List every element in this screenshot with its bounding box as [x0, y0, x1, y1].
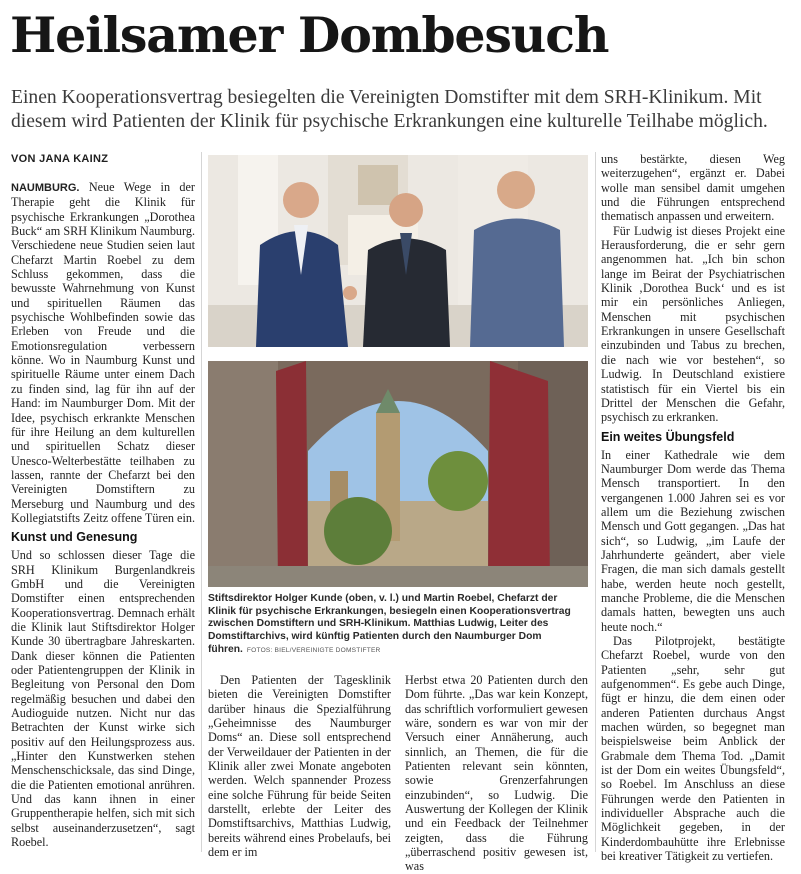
body-paragraph: Herbst etwa 20 Patienten durch den Dom führte. „Das war kein Konzept, das schriftlich vorformuliert gewesen wäre, sondern es war von mir der Versuch einer Annäherung, auch sinnlich, an Themen, die für die Patienten relevant sein könnten, sowie Grenzerfahrungen einzubinden“, so Ludwig. Die Auswertung der Kollegen der Klinik und ein Feedback der Teilnehmer zeigten, dass die Führung „überraschend positiv gewesen ist, was — [405, 673, 588, 874]
caption-text: Stiftsdirektor Holger Kunde (oben, v. l.) und Martin Roebel, Chefarzt der Klinik für psychische Erkrankungen, besiegeln einen Kooperationsvertrag zwischen Domstiftern und SRH-Klinikum. Matthias Ludwig, Leiter des Domstiftarchivs, wird künftig Patienten durch den Naumburger Dom führen. — [208, 593, 571, 655]
body-paragraph: In einer Kathedrale wie dem Naumburger Dom werde das Thema Mensch transportiert. In den vergangenen 1.000 Jahren sei es vor allem um die Beziehung zwischen Mensch und Gott gegangen. „Das hat sich“, so Ludwig, „im Laufe der Jahrhunderte geändert, aber viele Fragen, die man sich damals gestellt habe, werden heute noch gestellt, manche Probleme, die die Menschen damals hatten, bewegten uns auch heute noch.“ — [601, 447, 785, 634]
photo-contract-signing-image — [208, 155, 588, 347]
article-column-2 — [208, 673, 391, 859]
article-column-1 — [11, 180, 195, 849]
body-paragraph: Und so schlossen dieser Tage die SRH Klinikum Burgenlandkreis GmbH und die Vereinigten Domstifter einen entsprechenden Kooperationsvertrag. Demnach erhält die Klinik laut Stiftsdirektor Holger Kunde 30 übertragbare Jahreskarten. Dank dieser können die Patienten oder Patientengruppen der Klinik in Begleitung von Personal den Dom regelmäßig besuchen und dabei den Audioguide nutzen. Nicht nur das Betrachten der Kunst wirke sich positiv auf den Heilungsprozess aus. „Hinter den Kunstwerken stehen Menschenschicksale, das sind Dinge, die die Patienten emotional anrühren. Und das kann ihnen in einer Gruppentherapie helfen, sich mit sich selbst auseinanderzusetzen“, sagt Roebel. — [11, 548, 195, 850]
photo-cathedral-gate-image — [208, 361, 588, 587]
article-column-3 — [405, 673, 588, 874]
column-rule — [595, 152, 596, 852]
photo-contract-signing — [208, 155, 588, 347]
column-rule — [201, 152, 202, 852]
section-heading: Ein weites Übungsfeld — [601, 429, 735, 444]
section-heading: Kunst und Genesung — [11, 530, 138, 545]
body-paragraph: Neue Wege in der Therapie geht die Klinik für psychische Erkrankungen „Dorothea Buck“ am SRH Klinikum Naumburg. Verschiedene neue Studien seien laut Chefarzt Martin Roebel zu dem Schluss gekommen, dass die bewusste Wahrnehmung von Kunst und spirituellen Räumen das psychische Wohlbefinden sowie das Erleben von Freude und die Emotionsregulation verbessern könne. Wo in Naumburg Kunst und spirituelle Räume unter einem Dach zu finden sind, lag für ihn auf der Hand: im Naumburger Dom. Mit der Idee, psychisch erkrankte Menschen für ihre Heilung an dem kulturellen und spirituellen Schatz dieser Unesco-Welterbestätte teilhaben zu lassen, rannte der Chefarzt bei den Vereinigten Domstiftern zu Merseburg und Naumburg und des Kollegiatstifts Zeitz offene Türen ein. — [11, 180, 195, 525]
headline: Heilsamer Dombesuch — [10, 6, 609, 64]
body-paragraph: Für Ludwig ist dieses Projekt eine Herausforderung, die er sehr gern angenommen hat. „Ich bin schon lange im Beirat der Psychiatrischen Klinik ‚Dorothea Buck‘ und es ist mir ein persönliches Anliegen, Menschen mit psychischen Erkrankungen in unsere Gesellschaft einzubinden und Tabus zu brechen, die nach wie vor bestehen“, so Ludwig. In Deutschland existiere statistisch für ein Viertel bis ein Drittel der Menschen die Gefahr, psychisch zu erkranken. — [601, 223, 785, 425]
photo-cathedral-gate — [208, 361, 588, 587]
photo-caption — [208, 593, 588, 658]
body-paragraph: Das Pilotprojekt, bestätigte Chefarzt Roebel, wurde von den Patienten „sehr, sehr gut aufgenommen“. Es gebe auch Dinge, fügt er hinzu, die dem einen oder anderen Patienten durchaus Angst machen würden, so begegnet man beispielsweise beim Anblick der Grabmale dem Thema Tod. „Damit ist der Dom ein weites Übungsfeld“, so Roebel. Im Anschluss an diese Führungen werde den Patienten in individueller Absprache auch die Möglichkeit gegeben, in der Kinderdombauhütte ihre Erlebnisse bei kreativer Tätigkeit zu vertiefen. — [601, 634, 785, 864]
body-paragraph: uns bestärkte, diesen Weg weiterzugehen“, ergänzt er. Dabei wolle man sensibel damit umgehen und die Führungen entsprechend thematisch anpassen und erweitern. — [601, 152, 785, 224]
byline: VON JANA KAINZ — [11, 153, 109, 165]
subheadline: Einen Kooperationsvertrag besiegelten die Vereinigten Domstifter mit dem SRH-Klinikum. Mit diesem wird Patienten der Klinik für psychische Erkrankungen eine kulturelle Teilhabe möglich. — [11, 87, 768, 132]
dateline: NAUMBURG. — [11, 182, 80, 194]
photo-credit: FOTOS: BIEL/VEREINIGTE DOMSTIFTER — [246, 646, 381, 654]
body-paragraph: Den Patienten der Tagesklinik bieten die Vereinigten Domstifter darüber hinaus die Spezialführung „Geheimnisse des Naumburger Doms“ an. Diese soll entsprechend der Verweildauer der Patienten in der Klinik aller zwei Monate angeboten werden. Welch spannender Prozess eine solche Führung für beide Seiten darstellt, erlebte der Leiter des Domstiftsarchivs, Matthias Ludwig, bereits während eines Probelaufs, bei dem er im — [208, 673, 391, 860]
article-column-4 — [601, 152, 785, 864]
